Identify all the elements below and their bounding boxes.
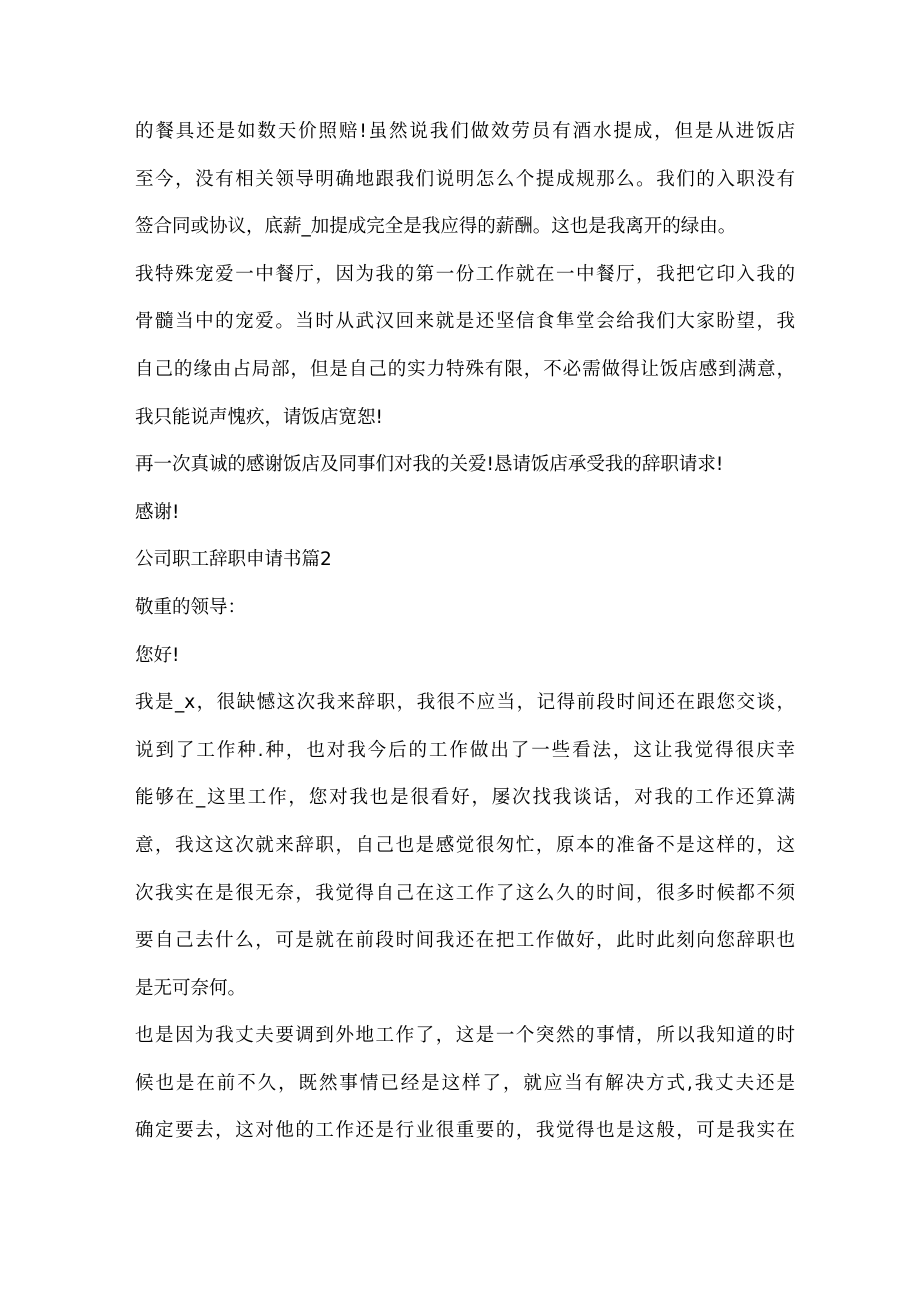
- text-line: 我是_x，很缺憾这次我来辞职，我很不应当，记得前段时间还在跟您交谈，: [135, 692, 795, 714]
- text-line: 至今，没有相关领导明确地跟我们说明怎么个提成规那么。我们的入职没有: [135, 168, 795, 190]
- text-line: 也是因为我丈夫要调到外地工作了，这是一个突然的事情，所以我知道的时: [135, 1025, 795, 1047]
- document-body: [135, 113, 795, 1160]
- text-line: 确定要去，这对他的工作还是行业很重要的，我觉得也是这般，可是我实在: [135, 1120, 795, 1142]
- text-line: 能够在_这里工作，您对我也是很看好，屡次找我谈话，对我的工作还算满: [135, 787, 795, 809]
- text-line: 您好!: [135, 644, 180, 666]
- text-line: 我只能说声愧疚，请饭店宽恕!: [135, 406, 383, 428]
- text-line: 是无可奈何。: [135, 977, 247, 999]
- text-line: 感谢!: [135, 501, 180, 523]
- text-line: 骨髓当中的宠爱。当时从武汉回来就是还坚信食隼堂会给我们大家盼望，我: [135, 311, 795, 333]
- text-line: 次我实在是很无奈，我觉得自己在这工作了这么久的时间，很多时候都不须: [135, 882, 795, 904]
- text-line: 我特殊宠爱一中餐厅，因为我的第一份工作就在一中餐厅，我把它印入我的: [135, 263, 795, 285]
- text-line: 的餐具还是如数天价照赔!虽然说我们做效劳员有酒水提成，但是从进饭店: [135, 121, 795, 142]
- text-line: 敬重的领导：: [135, 596, 247, 618]
- text-line: 公司职工辞职申请书篇2: [135, 549, 332, 571]
- text-line: 自己的缘由占局部，但是自己的实力特殊有限，不必需做得让饭店感到满意，: [135, 358, 795, 380]
- text-line: 候也是在前不久，既然事情已经是这样了，就应当有解决方式,我丈夫还是: [135, 1072, 795, 1094]
- text-line: 再一次真诚的感谢饭店及同事们对我的关爱!恳请饭店承受我的辞职请求!: [135, 454, 724, 476]
- text-line: 签合同或协议，底薪_加提成完全是我应得的薪酬。这也是我离开的绿由。: [135, 216, 737, 238]
- text-line: 意，我这这次就来辞职，自己也是感觉很匆忙，原本的准备不是这样的，这: [135, 834, 795, 856]
- text-line: 要自己去什么，可是就在前段时间我还在把工作做好，此时此刻向您辞职也: [135, 930, 795, 952]
- text-line: 说到了工作种.种，也对我今后的工作做出了一些看法，这让我觉得很庆幸: [135, 739, 795, 761]
